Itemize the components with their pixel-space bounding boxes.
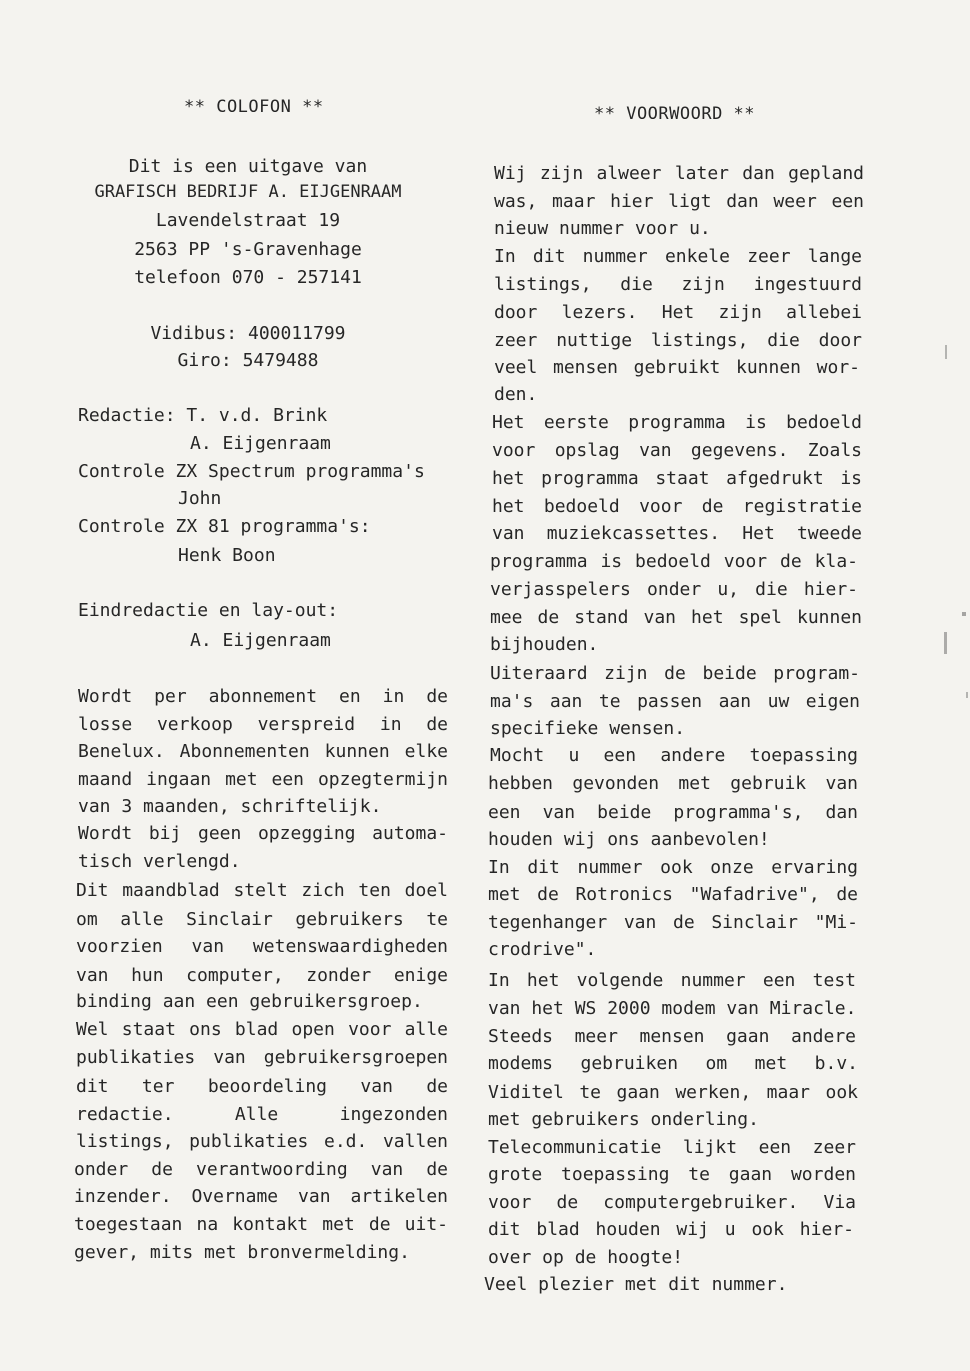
voorwoord-body-line: door lezers. Het zijn allebei <box>494 302 862 323</box>
publisher-phone: telefoon 070 - 257141 <box>134 267 362 288</box>
voorwoord-body-line: Het eerste programma is bedoeld <box>492 412 862 433</box>
colofon-body-line: Wordt per abonnement en in de <box>78 686 448 707</box>
voorwoord-body-line: over op de hoogte! <box>488 1247 684 1268</box>
colofon-body-line: gever, mits met bronvermelding. <box>74 1242 410 1263</box>
voorwoord-body-line: voor de computergebruiker. Via <box>488 1192 856 1213</box>
colofon-body-line: van 3 maanden, schriftelijk. <box>78 796 382 817</box>
vidibus-line: Vidibus: 400011799 <box>150 323 346 344</box>
voorwoord-body-line: bijhouden. <box>490 634 599 655</box>
credit-eindredactie-name: A. Eijgenraam <box>190 630 331 651</box>
voorwoord-body-line: In dit nummer enkele zeer lange <box>494 246 862 267</box>
credit-spectrum-name: John <box>178 488 222 509</box>
voorwoord-body-line: voor opslag van gegevens. Zoals <box>492 440 862 461</box>
voorwoord-body-line: modems gebruiken om met b.v. <box>488 1053 858 1074</box>
giro-line: Giro: 5479488 <box>177 350 319 371</box>
voorwoord-body-line: Veel plezier met dit nummer. <box>484 1274 788 1295</box>
voorwoord-body-line: houden wij ons aanbevolen! <box>488 829 770 850</box>
colofon-body-line: voorzien van wetenswaardigheden <box>76 936 448 957</box>
voorwoord-body-line: Steeds meer mensen gaan andere <box>488 1026 856 1047</box>
credit-redactie-2: A. Eijgenraam <box>190 433 331 454</box>
publisher-street: Lavendelstraat 19 <box>155 210 341 231</box>
voorwoord-body-line: hebben gevonden met gebruik van <box>488 773 858 794</box>
colofon-body-line: Wel staat ons blad open voor alle <box>76 1019 448 1040</box>
scan-mark <box>945 345 947 359</box>
credit-zx81: Controle ZX 81 programma's: <box>78 516 371 537</box>
colofon-body-line: Benelux. Abonnementen kunnen elke <box>78 741 448 762</box>
voorwoord-body-line: Viditel te gaan werken, maar ook <box>488 1082 858 1103</box>
colofon-body-line: van hun computer, zonder enige <box>76 965 448 986</box>
voorwoord-body-line: Telecommunicatie lijkt een zeer <box>488 1137 856 1158</box>
voorwoord-body-line: In dit nummer ook onze ervaring <box>488 857 858 878</box>
voorwoord-body-line: mee de stand van het spel kunnen <box>490 607 862 628</box>
voorwoord-body-line: verjasspelers onder u, die hier- <box>490 579 858 600</box>
voorwoord-body-line: dit blad houden wij u ook hier- <box>488 1219 854 1240</box>
voorwoord-body-line: den. <box>494 384 538 405</box>
voorwoord-body-line: In het volgende nummer een test <box>488 970 856 991</box>
scan-mark <box>962 612 966 616</box>
colofon-heading: ** COLOFON ** <box>184 97 324 117</box>
voorwoord-body-line: grote toepassing te gaan worden <box>488 1164 856 1185</box>
colofon-body-line: publikaties van gebruikersgroepen <box>76 1047 448 1068</box>
credit-eindredactie: Eindredactie en lay-out: <box>78 600 339 621</box>
colofon-body-line: inzender. Overname van artikelen <box>74 1186 448 1207</box>
voorwoord-body-line: crodrive". <box>488 939 597 960</box>
credit-zx81-name: Henk Boon <box>178 545 276 566</box>
colofon-body-line: losse verkoop verspreid in de <box>78 714 448 735</box>
voorwoord-body-line: van muziekcassettes. Het tweede <box>492 523 862 544</box>
colofon-body-line: tisch verlengd. <box>78 851 241 872</box>
voorwoord-body-line: Uiteraard zijn de beide program- <box>490 663 860 684</box>
voorwoord-body-line: specifieke wensen. <box>490 718 686 739</box>
credit-redactie: Redactie: T. v.d. Brink <box>78 405 328 426</box>
colofon-body-line: maand ingaan met een opzegtermijn <box>78 769 448 790</box>
colofon-body-line: listings, publikaties e.d. vallen <box>76 1131 448 1152</box>
colofon-body-line: om alle Sinclair gebruikers te <box>76 909 448 930</box>
voorwoord-body-line: een van beide programma's, dan <box>488 802 858 823</box>
voorwoord-body-line: ma's aan te passen aan uw eigen <box>490 691 860 712</box>
voorwoord-body-line: veel mensen gebruikt kunnen wor- <box>494 357 860 378</box>
colofon-body-line: toegestaan na kontakt met de uit- <box>74 1214 448 1235</box>
voorwoord-body-line: zeer nuttige listings, die door <box>494 330 862 351</box>
voorwoord-body-line: van het WS 2000 modem van Miracle. <box>488 998 857 1019</box>
voorwoord-body-line: tegenhanger van de Sinclair "Mi- <box>488 912 858 933</box>
voorwoord-body-line: programma is bedoeld voor de kla- <box>490 551 858 572</box>
scan-mark <box>966 692 968 698</box>
voorwoord-body-line: het bedoeld voor de registratie <box>492 496 862 517</box>
publisher-name: GRAFISCH BEDRIJF A. EIJGENRAAM <box>94 182 402 202</box>
colofon-body-line: Wordt bij geen opzegging automa- <box>78 823 448 844</box>
voorwoord-body-line: met de Rotronics "Wafadrive", de <box>488 884 858 905</box>
colofon-body-line: redactie. Alle ingezonden <box>76 1104 448 1125</box>
voorwoord-heading: ** VOORWOORD ** <box>594 104 756 124</box>
publisher-line: Dit is een uitgave van <box>128 156 368 177</box>
voorwoord-body-line: nieuw nummer voor u. <box>494 218 711 239</box>
colofon-body-line: dit ter beoordeling van de <box>76 1076 448 1097</box>
voorwoord-body-line: met gebruikers onderling. <box>488 1109 759 1130</box>
publisher-city: 2563 PP 's-Gravenhage <box>134 239 362 260</box>
voorwoord-body-line: was, maar hier ligt dan weer een <box>494 191 864 212</box>
credit-spectrum: Controle ZX Spectrum programma's <box>78 461 425 482</box>
voorwoord-body-line: listings, die zijn ingestuurd <box>494 274 862 295</box>
voorwoord-body-line: Wij zijn alweer later dan gepland <box>494 163 864 184</box>
voorwoord-body-line: het programma staat afgedrukt is <box>492 468 862 489</box>
voorwoord-body-line: Mocht u een andere toepassing <box>490 745 858 766</box>
colofon-body-line: onder de verantwoording van de <box>74 1159 448 1180</box>
scan-mark <box>944 632 947 654</box>
colofon-body-line: binding aan een gebruikersgroep. <box>76 991 423 1012</box>
colofon-body-line: Dit maandblad stelt zich ten doel <box>76 880 448 901</box>
